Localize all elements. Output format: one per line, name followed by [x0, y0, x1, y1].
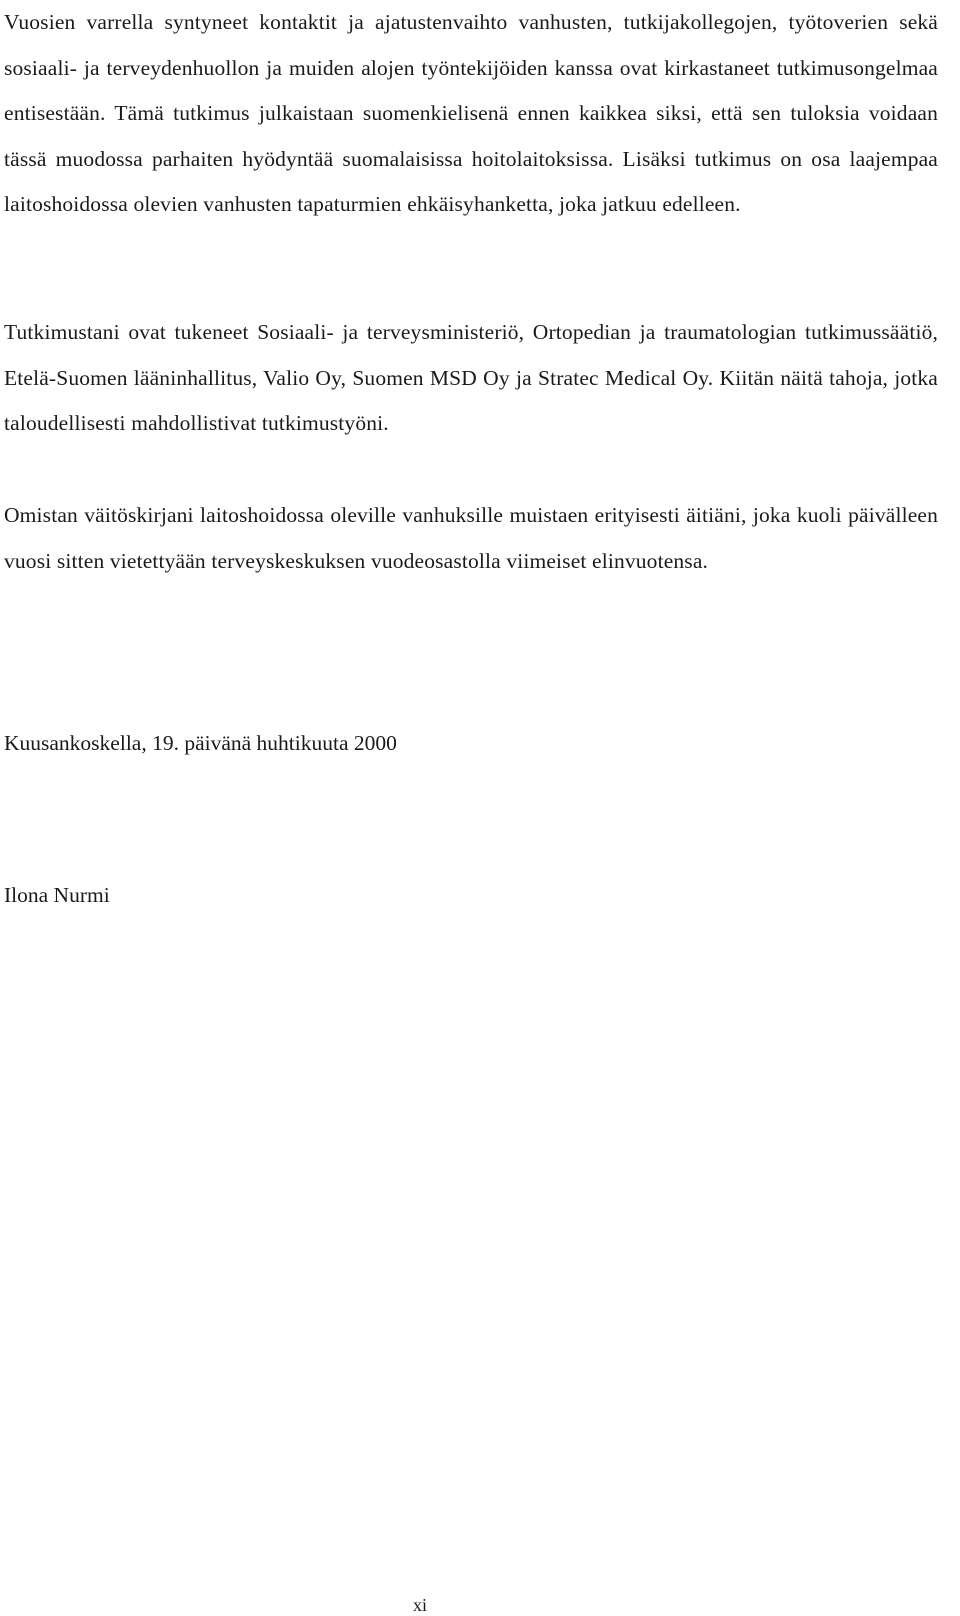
paragraph-funding-thanks: Tutkimustani ovat tukeneet Sosiaali- ja terveysministeriö, Ortopedian ja traumatologian tutkimussäätiö, Etelä-Suomen lääninhallitus, Valio Oy, Suomen MSD Oy ja Stratec Medical Oy. Kiitän näitä tahoja, jotka taloudellisesti mahdollistivat tutkimustyöni.: [4, 320, 938, 435]
paragraph-dedication: Omistan väitöskirjani laitoshoidossa oleville vanhuksille muistaen erityisesti äitiäni, joka kuoli päivälleen vuosi sitten vietettyään terveyskeskuksen vuodeosastolla viimeiset elinvuotensa.: [4, 503, 938, 573]
author-signature: Ilona Nurmi: [4, 883, 110, 907]
page-number: xi: [412, 1595, 427, 1615]
paragraph-acknowledgement-context: Vuosien varrella syntyneet kontaktit ja ajatustenvaihto vanhusten, tutkijakollegojen, työtoverien sekä sosiaali- ja terveydenhuollon ja muiden alojen työntekijöiden kanssa ovat kirkastaneet tutkimusongelmaa entisestään. Tämä tutkimus julkaistaan suomenkielisenä ennen kaikkea siksi, että sen tuloksia voidaan tässä muodossa parhaiten hyödyntää suomalaisissa hoitolaitoksissa. Lisäksi tutkimus on osa laajempaa laitoshoidossa olevien vanhusten tapaturmien ehkäisyhanketta, joka jatkuu edelleen.: [4, 10, 938, 216]
place-and-date: Kuusankoskella, 19. päivänä huhtikuuta 2000: [4, 731, 397, 755]
